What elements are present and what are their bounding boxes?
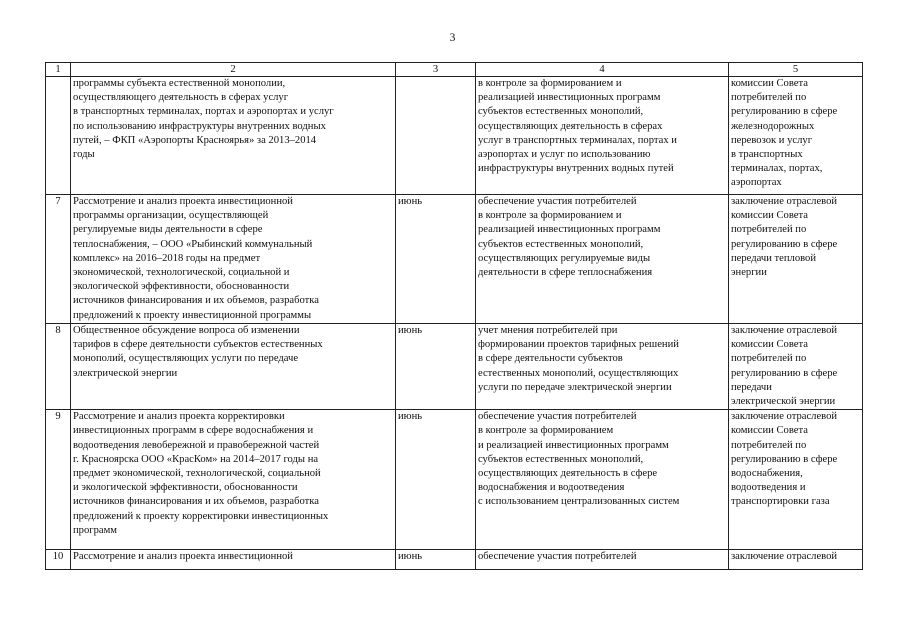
result-line: аэропортах [731,177,782,189]
event-line: и экологической эффективности, обоснованности [73,482,298,494]
event-line: программы субъекта естественной монополии, [73,78,286,89]
result-line: передачи [731,381,772,393]
result-line: терминалах, портах, [731,163,823,175]
purpose-line: субъектов естественных монополий, [478,238,644,250]
purpose-line: услуги по передаче электрической энергии [478,381,672,393]
row-number-cell [46,77,71,195]
event-line: тарифов в сфере деятельности субъектов естественных [73,339,323,351]
purpose-line: в контроле за формированием и [478,78,622,89]
result-line: комиссии Совета [731,78,808,89]
result-line: заключение отраслевой [731,411,838,423]
result-line: потребителей по [731,92,807,104]
result-cell [729,324,863,410]
date-cell: июнь [396,550,476,570]
result-line: потребителей по [731,353,807,365]
event-line: регулируемые виды деятельности в сфере [73,224,263,236]
result-line: транспортировки газа [731,496,830,508]
event-cell [71,195,396,324]
column-header-1: 1 [46,63,71,77]
result-cell [729,195,863,324]
result-line: заключение отраслевой [731,551,838,563]
result-line: перевозок и услуг [731,134,813,146]
event-cell [71,410,396,550]
table-row [46,77,863,195]
event-line: годы [73,149,95,161]
event-cell [71,77,396,195]
result-line: железнодорожных [731,120,815,132]
result-line: комиссии Совета [731,339,808,351]
purpose-cell [476,324,729,410]
purpose-line: субъектов естественных монополий, [478,106,644,118]
event-line: инвестиционных программ в сфере водоснабжения и [73,425,314,437]
result-line: регулированию в сфере [731,238,838,250]
result-line: регулированию в сфере [731,106,838,118]
purpose-line: водоснабжения и водоотведения [478,482,625,494]
date-cell: июнь [396,195,476,324]
page-number: 3 [449,32,456,44]
events-table [45,62,863,570]
event-line: монополий, осуществляющих услуги по передаче [73,353,299,365]
purpose-line: и реализацией инвестиционных программ [478,439,669,451]
event-cell [71,324,396,410]
purpose-line: осуществляющих деятельность в сфере [478,468,658,480]
row-number-cell: 8 [46,324,71,410]
purpose-line: в сфере деятельности субъектов [478,353,623,365]
purpose-line: естественных монополий, осуществляющих [478,367,679,379]
result-line: потребителей по [731,224,807,236]
row-number-cell: 7 [46,195,71,324]
result-line: регулированию в сфере [731,453,838,465]
row-number-cell: 9 [46,410,71,550]
purpose-line: обеспечение участия потребителей [478,196,637,207]
column-header-row [46,63,863,77]
purpose-line: инфраструктуры внутренних водных путей [478,163,674,175]
purpose-line: с использованием централизованных систем [478,496,680,508]
row-number-cell: 10 [46,550,71,570]
result-cell [729,550,863,570]
column-header-3: 3 [396,63,476,77]
event-line: путей, – ФКП «Аэропорты Красноярья» за 2013–2014 [73,134,317,146]
event-line: г. Красноярска ООО «КрасКом» на 2014–2017 годы на [73,453,319,465]
event-line: предложений к проекту корректировки инвестиционных [73,510,329,522]
event-line: источников финансирования и их объемов, разработка [73,295,319,307]
purpose-line: обеспечение участия потребителей [478,551,637,563]
purpose-line: реализацией инвестиционных программ [478,224,661,236]
purpose-line: формировании проектов тарифных решений [478,339,679,351]
purpose-cell [476,550,729,570]
result-line: потребителей по [731,439,807,451]
purpose-line: аэропортах и услуг по использованию [478,149,651,161]
event-line: программы организации, осуществляющей [73,210,269,222]
event-line: Рассмотрение и анализ проекта инвестиционной [73,551,293,563]
result-cell [729,410,863,550]
event-line: осуществляющего деятельность в сферах услуг [73,92,289,104]
event-line: программ [73,524,118,536]
purpose-cell [476,195,729,324]
result-line: комиссии Совета [731,425,808,437]
purpose-line: обеспечение участия потребителей [478,411,637,423]
purpose-line: осуществляющих деятельность в сферах [478,120,663,132]
purpose-line: деятельности в сфере теплоснабжения [478,267,653,279]
column-header-4: 4 [476,63,729,77]
result-line: регулированию в сфере [731,367,838,379]
date-cell: июнь [396,324,476,410]
result-line: заключение отраслевой [731,325,838,336]
purpose-line: реализацией инвестиционных программ [478,92,661,104]
event-line: экологической эффективности, обоснованности [73,281,290,293]
date-cell [396,77,476,195]
event-line: экономической, технологической, социальной и [73,267,290,279]
table-row [46,550,863,570]
events-table-body [46,63,863,570]
event-line: водоотведения левобережной и правобережной частей [73,439,320,451]
event-line: в транспортных терминалах, портах и аэропортах и услуг [73,106,334,118]
event-line: комплекс» на 2016–2018 годы на предмет [73,252,261,264]
event-line: теплоснабжения, – ООО «Рыбинский коммунальный [73,238,313,250]
table-row [46,410,863,550]
result-line: водоснабжения, [731,468,803,480]
purpose-line: в контроле за формированием и [478,210,622,222]
result-cell [729,77,863,195]
purpose-cell [476,410,729,550]
event-line: источников финансирования и их объемов, разработка [73,496,319,508]
column-header-2: 2 [71,63,396,77]
table-row [46,195,863,324]
event-line: по использованию инфраструктуры внутренних водных [73,120,326,132]
event-cell [71,550,396,570]
result-line: электрической энергии [731,396,836,408]
purpose-line: субъектов естественных монополий, [478,453,644,465]
event-line: предмет экономической, технологической, социальной [73,468,321,480]
event-line: Общественное обсуждение вопроса об изменении [73,325,300,336]
result-line: передачи тепловой [731,252,817,264]
event-line: предложений к проекту инвестиционной программы [73,309,312,321]
purpose-line: в контроле за формированием [478,425,614,437]
event-line: Рассмотрение и анализ проекта инвестиционной [73,196,293,207]
purpose-cell [476,77,729,195]
purpose-line: учет мнения потребителей при [478,325,618,336]
result-line: энергии [731,267,767,279]
date-cell: июнь [396,410,476,550]
result-line: заключение отраслевой [731,196,838,207]
purpose-line: услуг в транспортных терминалах, портах и [478,134,677,146]
purpose-line: осуществляющих регулируемые виды [478,252,651,264]
result-line: комиссии Совета [731,210,808,222]
column-header-5: 5 [729,63,863,77]
event-line: Рассмотрение и анализ проекта корректировки [73,411,285,423]
result-line: водоотведения и [731,482,806,494]
table-row [46,324,863,410]
result-line: в транспортных [731,149,803,161]
event-line: электрической энергии [73,367,178,379]
